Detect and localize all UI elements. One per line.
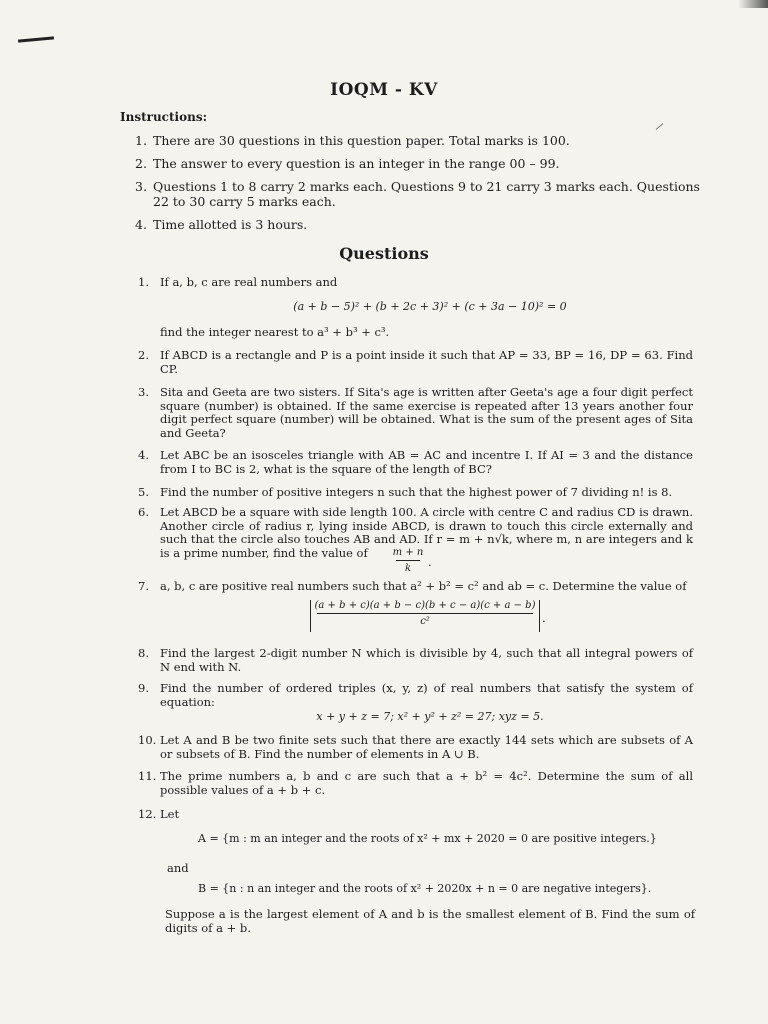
instruction-item: 2. The answer to every question is an integer in the range 00 – 99.: [135, 156, 560, 171]
q12-set-a: A = {m : m an integer and the roots of x² + mx + 2020 = 0 are positive integers.}: [198, 832, 657, 845]
q1-question-text: find the integer nearest to a³ + b³ + c³.: [160, 325, 390, 339]
question-12: 12. Let: [138, 807, 180, 821]
q12-and: and: [167, 861, 189, 875]
q7-tail: .: [542, 611, 546, 625]
scan-smudge: [738, 0, 768, 8]
q6-fraction: m + n k: [392, 547, 424, 574]
q6-tail: .: [428, 555, 432, 569]
instructions-heading: Instructions:: [120, 110, 208, 124]
question-1: 1. If a, b, c are real numbers and: [138, 275, 338, 289]
question-7: 7. a, b, c are positive real numbers such that a² + b² = c² and ab = c. Determine the value of: [138, 579, 687, 593]
question-2: 2. If ABCD is a rectangle and P is a point inside it such that AP = 33, BP = 16, DP = 63. Find CP.: [138, 348, 693, 376]
q12-final: Suppose a is the largest element of A and b is the smallest element of B. Find the sum of digits of a + b.: [165, 907, 695, 935]
paper-title: IOQM - KV: [330, 80, 438, 100]
pen-mark: [18, 36, 54, 42]
question-10: 10. Let A and B be two finite sets such that there are exactly 144 sets which are subsets of A or subsets of B. Find the number of elements in A ∪ B.: [138, 733, 693, 761]
fraction-bar: [317, 613, 533, 614]
instruction-item: 1. There are 30 questions in this question paper. Total marks is 100.: [135, 133, 570, 148]
question-6: 6. Let ABCD be a square with side length 100. A circle with centre C and radius CD is drawn. Another circle of radius r, lying inside ABCD, is drawn to touch this circle externally and such that the circle also touches AB and AD. If r = m + n√k, where m, n are integers and k is a prime number, find the value of: [138, 505, 693, 560]
question-9: 9. Find the number of ordered triples (x, y, z) of real numbers that satisfy the system of equation:: [138, 681, 693, 709]
q1-equation: (a + b − 5)² + (b + 2c + 3)² + (c + 3a − 10)² = 0: [293, 300, 567, 313]
q9-equation: x + y + z = 7; x² + y² + z² = 27; xyz = 5.: [316, 710, 544, 723]
fraction-bar: [396, 560, 420, 561]
instructions-list: [135, 133, 705, 240]
q12-set-b: B = {n : n an integer and the roots of x² + 2020x + n = 0 are negative integers}.: [198, 882, 652, 895]
question-3: 3. Sita and Geeta are two sisters. If Sita's age is written after Geeta's age a four digit perfect square (number) is obtained. If the same exercise is repeated after 13 years another four digit perfect square (number) will be obtained. What is the sum of the present ages of Sita and Geeta?: [138, 385, 693, 440]
instruction-item: 3. Questions 1 to 8 carry 2 marks each. Questions 9 to 21 carry 3 marks each. Questions 22 to 30 carry 5 marks each.: [135, 179, 700, 209]
pen-tick-mark: [656, 123, 664, 130]
question-8: 8. Find the largest 2-digit number N which is divisible by 4, such that all integral powers of N end with N.: [138, 646, 693, 674]
q7-absolute-expression: (a + b + c)(a + b − c)(b + c − a)(c + a − b) c²: [310, 600, 540, 632]
question-5: 5. Find the number of positive integers n such that the highest power of 7 dividing n! is 8.: [138, 485, 673, 499]
instruction-item: 4. Time allotted is 3 hours.: [135, 217, 308, 232]
question-4: 4. Let ABC be an isosceles triangle with AB = AC and incentre I. If AI = 3 and the distance from I to BC is 2, what is the square of the length of BC?: [138, 448, 693, 476]
question-11: 11. The prime numbers a, b and c are such that a + b² = 4c². Determine the sum of all possible values of a + b + c.: [138, 769, 693, 797]
questions-heading: Questions: [339, 244, 429, 263]
